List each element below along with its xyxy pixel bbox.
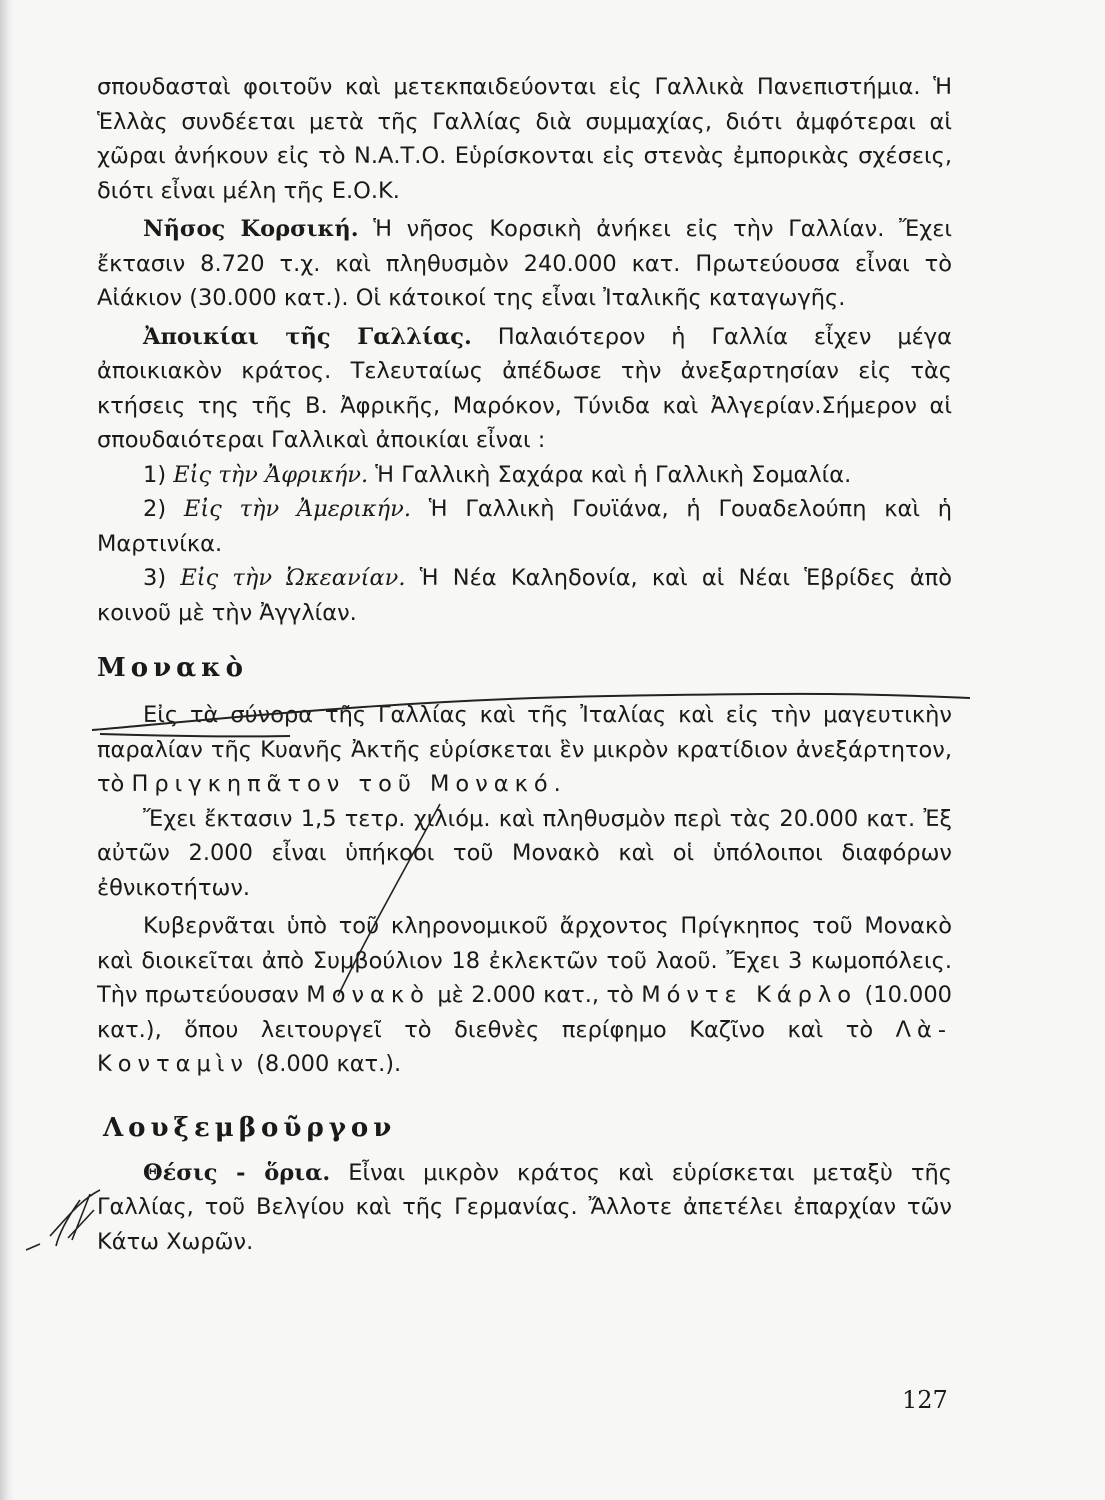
colony-item-label: Εἰς τὴν Ἀφρικήν. [173,461,369,488]
luxembourg-title: Θέσις - ὅρια. [143,1159,331,1186]
colonies-title: Ἀποικίαι τῆς Γαλλίας. [143,323,472,350]
colony-item-text: Ἡ Γαλλικὴ Σαχάρα καὶ ἡ Γαλλικὴ Σομαλία. [368,461,852,488]
colony-item-number: 1) [143,461,167,488]
colony-item-america [97,492,952,561]
luxembourg-heading-text: Λουξεμβοῦργον [103,1112,397,1143]
corsica-title: Νῆσος Κορσική. [143,216,359,242]
monte-carlo-name: Μόντε Κάρλο [641,982,858,1008]
page-edge-shadow [0,0,14,1500]
luxembourg-text: Εἶναι μικρὸν κράτος καὶ εὑρίσκεται μεταξὺ τῆς Γαλλίας, τοῦ Βελγίου καὶ τῆς Γερμανίας. Ἄλλοτε ἀπετέλει ἐπαρχίαν τῶν Κάτω Χωρῶν. [97,1159,952,1255]
monaco-heading-text: Μονακὸ [97,653,248,683]
corsica-paragraph [97,212,952,316]
monaco-government-text-4: (8.000 κατ.). [248,1051,402,1077]
colony-item-oceania [97,561,952,630]
colonies-text: Παλαιότερον ἡ Γαλλία εἶχεν μέγα ἀποικιακὸν κράτος. Τελευταίως ἀπέδωσε τὴν ἀνεξαρτησίαν εἰς τὰς κτήσεις της τῆς Β. Ἀφρικῆς, Μαρόκον, Τύνιδα καὶ Ἀλγερίαν.Σήμερον αἱ σπουδαιότεραι Γαλλικαὶ ἀποικίαι εἶναι : [97,323,952,453]
intro-paragraph: σπουδασταὶ φοιτοῦν καὶ μετεκπαιδεύονται εἰς Γαλλικὰ Πανεπιστήμια. Ἡ Ἑλλὰς συνδέεται μετὰ τῆς Γαλλίας διὰ συμμαχίας, διότι ἀμφότεραι αἱ χῶραι ἀνήκουν εἰς τὸ Ν.Α.Τ.Ο. Εὑρίσκονται εἰς στενὰς ἐμπορικὰς σχέσεις, διότι εἶναι μέλη τῆς Ε.Ο.Κ. [97,74,952,204]
monaco-heading [97,648,952,688]
monaco-government-text: Κυβερνᾶται ὑπὸ τοῦ κληρονομικοῦ ἄρχοντος Πρίγκηπος τοῦ Μονακὸ καὶ διοικεῖται ἀπὸ Συμβούλιον 18 ἐκλεκτῶν τοῦ λαοῦ. Ἔχει 3 κωμοπόλεις. Τὴν πρωτεύουσαν [97,913,952,1008]
monaco-government-text-2: μὲ 2.000 κατ., τὸ [429,982,642,1008]
colonies-paragraph [97,320,952,458]
monaco-paragraph-area: Ἔχει ἔκτασιν 1,5 τετρ. χιλιόμ. καὶ πληθυσμὸν περὶ τὰς 20.000 κατ. Ἐξ αὐτῶν 2.000 εἶναι ὑπήκοοι τοῦ Μονακὸ καὶ οἱ ὑπόλοιποι διαφόρων ἐθνικοτήτων. [97,805,952,901]
monaco-paragraph-location [97,698,952,802]
monaco-location-text: Εἰς τὰ σύνορα τῆς Γαλλίας καὶ τῆς Ἰταλίας καὶ εἰς τὴν μαγευτικὴν παραλίαν τῆς Κυανῆς Ἀκτῆς εὑρίσκεται ἓν μικρὸν κρατίδιον ἀνεξάρτητον, τὸ [97,702,952,797]
colony-item-label: Εἰς τὴν Ἀμερικήν. [183,496,411,522]
monaco-location-end: . [553,771,561,797]
monaco-government-text-3: (10.000 κατ.), ὅπου λειτουργεῖ τὸ διεθνὲς περίφημο Καζῖνο καὶ τὸ [97,982,952,1043]
monaco-capital-name: Μονακὸ [306,982,430,1008]
corsica-text: Ἡ νῆσος Κορσικὴ ἀνήκει εἰς τὴν Γαλλίαν. Ἔχει ἔκτασιν 8.720 τ.χ. καὶ πληθυσμὸν 240.000 κατ. Πρωτεύουσα εἶναι τὸ Αἰάκιον (30.000 κατ.). Οἱ κάτοικοί της εἶναι Ἰταλικῆς καταγωγῆς. [97,216,952,311]
page-number: 127 [902,1386,948,1414]
colony-item-text: Ἡ Γαλλικὴ Γουϊάνα, ἡ Γουαδελούπη καὶ ἡ Μαρτινίκα. [97,496,952,557]
colony-item-number: 3) [143,565,167,591]
colony-item-label: Εἰς τὴν Ὠκεανίαν. [180,565,406,591]
la-condamine-name: Λὰ-Κονταμὶν [97,1016,952,1077]
luxembourg-paragraph [97,1156,952,1260]
luxembourg-heading [97,1108,952,1148]
colony-item-africa [97,458,952,493]
colony-item-text: Ἡ Νέα Καληδονία, καὶ αἱ Νέαι Ἑβρίδες ἀπὸ κοινοῦ μὲ τὴν Ἀγγλίαν. [97,565,952,626]
book-page [97,70,952,1259]
monaco-paragraph-government [97,909,952,1082]
colony-item-number: 2) [143,496,167,522]
monaco-principality-name: Πριγκηπᾶτον τοῦ Μονακό [131,771,554,797]
